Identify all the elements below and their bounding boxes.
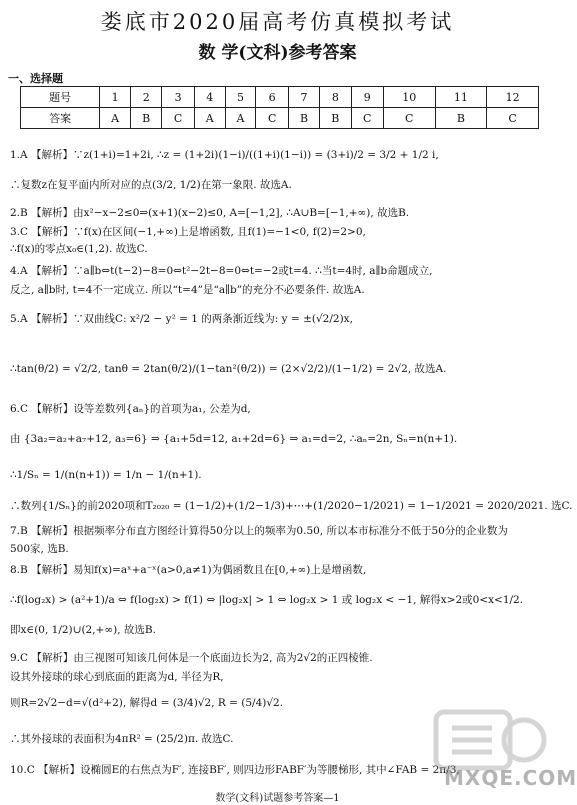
solution-6-line-1: 6.C 【解析】设等差数列{aₙ}的首项为a₁, 公差为d, (10, 403, 251, 415)
solution-6-line-3: ∴1/Sₙ = 1/(n(n+1)) = 1/n − 1/(n+1). (10, 469, 202, 481)
table-cell: 11 (435, 87, 487, 108)
table-cell: 4 (194, 87, 225, 108)
solution-6-line-2: 由 {3a₂=a₂+a₇+12, a₃=6} ⇒ {a₁+5d=12, a₁+2d=6} ⇒ a₁=d=2, ∴aₙ=2n, Sₙ=n(n+1). (10, 433, 458, 445)
solution-9-line-3: 则R=2√2−d=√(d²+2), 解得d = (3/4)√2, R = (5/4)√2. (10, 697, 284, 709)
table-cell: 8 (320, 87, 351, 108)
table-cell: C (162, 108, 194, 129)
solution-3-line-2: ∴f(x)的零点x₀∈(1,2). 故选C. (10, 243, 148, 255)
table-cell: C (383, 108, 435, 129)
table-cell: 5 (225, 87, 256, 108)
table-cell: 12 (487, 87, 539, 108)
solution-10: 10.C 【解析】设椭圆E的右焦点为F′, 连接BF′, 则四边形FABF′为等腰梯形, 其中∠FAB = 2π/3, (10, 764, 460, 776)
table-cell: B (435, 108, 487, 129)
section-heading: 一、选择题 (8, 72, 63, 85)
solution-8-line-2: ∴f(log₂x) > (a²+1)/a ⇔ f(log₂x) > f(1) ⇔ |log₂x| > 1 ⇔ log₂x > 1 或 log₂x < −1, 解得x>2或0<x<1/2. (10, 594, 524, 606)
solution-6-line-4: ∴数列{1/Sₙ}的前2020项和T₂₀₂₀ = (1−1/2)+(1/2−1/3)+⋯+(1/2020−1/2021) = 1−1/2021 = 2020/2021. 选C. (10, 500, 573, 512)
table-row (21, 108, 539, 129)
table-cell: 1 (100, 87, 131, 108)
table-cell: A (194, 108, 225, 129)
page-footer: 数学(文科)试题参考答案—1 (215, 793, 340, 804)
table-header-cell: 答案 (21, 108, 100, 129)
table-cell: 6 (256, 87, 288, 108)
table-cell: 3 (162, 87, 194, 108)
table-cell: C (487, 108, 539, 129)
page-subtitle: 数 学(文科)参考答案 (198, 43, 357, 63)
table-cell: C (256, 108, 288, 129)
table-cell: 9 (351, 87, 383, 108)
solution-4-line-1: 4.A 【解析】∵a∥b⇔t(t−2)−8=0⇔t²−2t−8=0⇔t=−2或t=4. ∴当t=4时, a∥b命题成立, (10, 265, 433, 277)
solution-7-line-2: 500家, 选B. (10, 543, 69, 555)
table-cell: 2 (131, 87, 162, 108)
table-cell: B (288, 108, 319, 129)
answer-table (20, 86, 539, 129)
solution-5-line-2: ∴tan(θ/2) = √2/2, tanθ = 2tan(θ/2)/(1−tan²(θ/2)) = (2×√2/2)/(1−1/2) = 2√2, 故选A. (10, 363, 447, 375)
solution-5-line-1: 5.A 【解析】∵双曲线C: x²/2 − y² = 1 的两条渐近线为: y = ±(√2/2)x, (10, 313, 353, 325)
solution-9-line-2: 设其外接球的球心到底面的距离为d, 半径为R, (10, 671, 224, 683)
solution-3-line-1: 3.C 【解析】∵f(x)在区间(−1,+∞)上是增函数, 且f(1)=−1<0, f(2)=2>0, (10, 226, 366, 238)
table-cell: B (320, 108, 351, 129)
solution-9-line-4: ∴其外接球的表面积为4πR² = (25/2)π. 故选C. (10, 733, 234, 745)
solution-4-line-2: 反之, a∥b时, t=4不一定成立. 所以“t=4”是“a∥b”的充分不必要条件. 故选A. (10, 284, 365, 296)
table-cell: C (351, 108, 383, 129)
solution-8-line-1: 8.B 【解析】易知f(x)=aˣ+a⁻ˣ(a>0,a≠1)为偶函数且在[0,+∞)上是增函数, (10, 564, 367, 576)
table-cell: A (100, 108, 131, 129)
page-title: 娄底市2020届高考仿真模拟考试 (100, 10, 455, 34)
table-row (21, 87, 539, 108)
solution-1-line-2: ∴复数z在复平面内所对应的点(3/2, 1/2)在第一象限. 故选A. (10, 179, 292, 191)
table-cell: 10 (383, 87, 435, 108)
watermark-text: MXQE.COM (444, 766, 577, 790)
solution-2: 2.B 【解析】由x²−x−2≤0⇒(x+1)(x−2)≤0, A=[−1,2], ∴A∪B=[−1,+∞), 故选B. (10, 207, 410, 219)
solution-7-line-1: 7.B 【解析】根据频率分布直方图经计算得50分以上的频率为0.50, 所以本市标准分不低于50分的企业数为 (10, 525, 508, 537)
solution-8-line-3: 即x∈(0, 1/2)∪(2,+∞), 故选B. (10, 624, 156, 636)
table-header-cell: 题号 (21, 87, 100, 108)
solution-1-line-1: 1.A 【解析】∵z(1+i)=1+2i, ∴z = (1+2i)(1−i)/((1+i)(1−i)) = (3+i)/2 = 3/2 + 1/2 i, (10, 149, 439, 161)
solution-9-line-1: 9.C 【解析】由三视图可知该几何体是一个底面边长为2, 高为2√2的正四棱锥. (10, 652, 373, 664)
table-cell: B (131, 108, 162, 129)
table-cell: 7 (288, 87, 319, 108)
table-cell: A (225, 108, 256, 129)
